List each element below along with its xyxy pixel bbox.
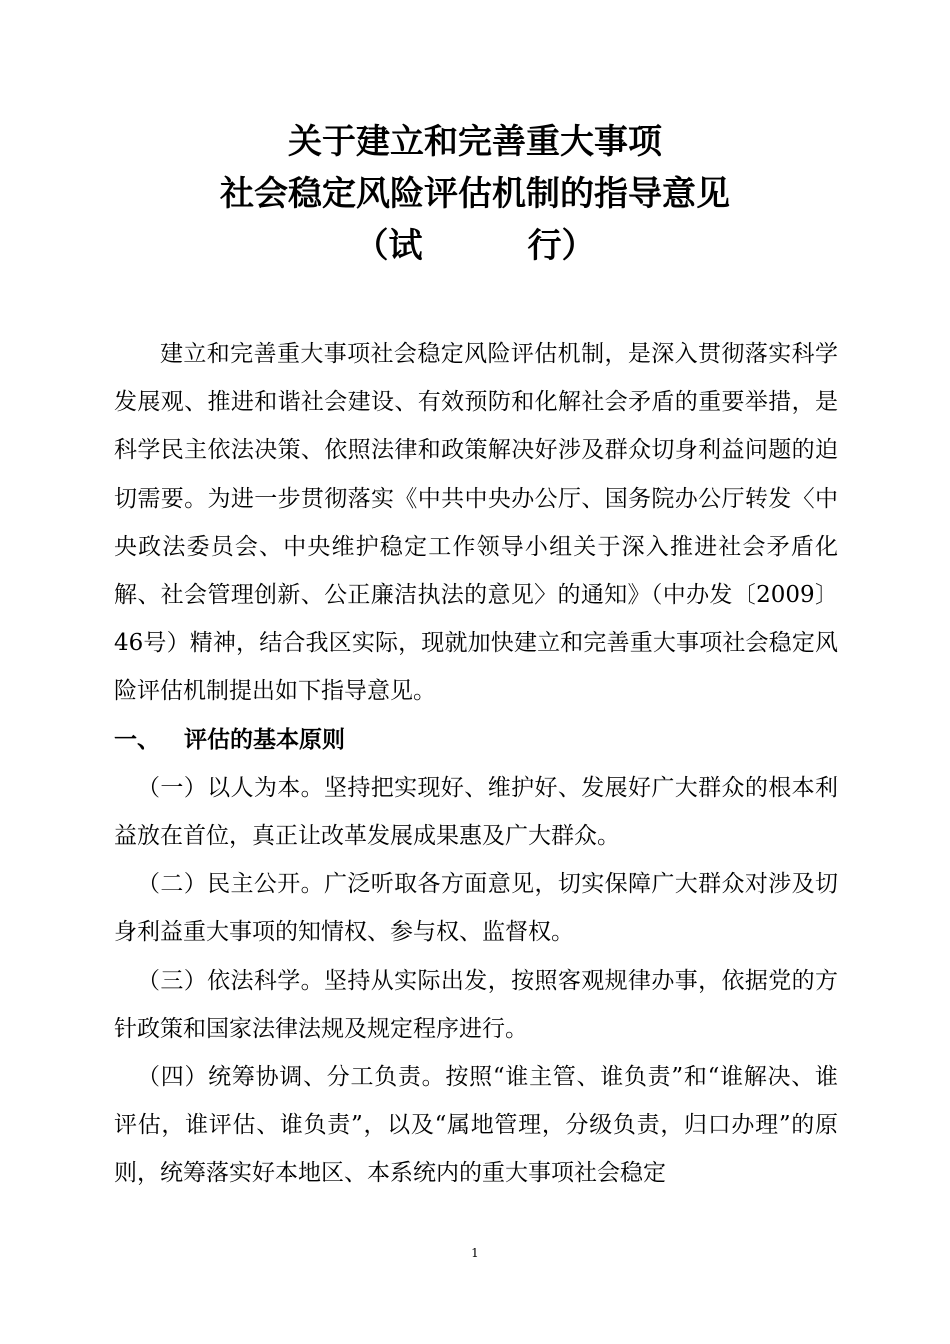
principle-paragraph-4: （四）统筹协调、分工负责。按照“谁主管、谁负责”和“谁解决、谁评估，谁评估、谁负责”，以及“属地管理，分级负责，归口办理”的原则，统筹落实好本地区、本系统内的重大事项社会稳定 [114, 1064, 838, 1187]
title-trial-left: （试 [354, 226, 423, 266]
title-line-3 [0, 226, 950, 278]
document-title [0, 122, 950, 278]
section-heading-1 [114, 716, 838, 764]
section-number: 一、 [114, 726, 160, 753]
title-trial-right: 行） [527, 226, 596, 266]
section-title: 评估的基本原则 [184, 726, 345, 753]
title-gap [423, 226, 528, 278]
title-line-2: 社会稳定风险评估机制的指导意见 [220, 174, 730, 214]
intro-paragraph: 建立和完善重大事项社会稳定风险评估机制，是深入贯彻落实科学发展观、推进和谐社会建设、有效预防和化解社会矛盾的重要举措，是科学民主依法决策、依照法律和政策解决好涉及群众切身利益问题的迫切需要。为进一步贯彻落实《中共中央办公厅、国务院办公厅转发〈中央政法委员会、中央维护稳定工作领导小组关于深入推进社会矛盾化解、社会管理创新、公正廉洁执法的意见〉的通知》（中办发〔2009〕46号）精神，结合我区实际，现就加快建立和完善重大事项社会稳定风险评估机制提出如下指导意见。 [114, 341, 838, 705]
title-line-1: 关于建立和完善重大事项 [288, 122, 662, 162]
principle-paragraph-2: （二）民主公开。广泛听取各方面意见，切实保障广大群众对涉及切身利益重大事项的知情权、参与权、监督权。 [114, 871, 838, 946]
page-number: 1 [471, 1246, 479, 1260]
principle-paragraph-3: （三）依法科学。坚持从实际出发，按照客观规律办事，依据党的方针政策和国家法律法规及规定程序进行。 [114, 967, 838, 1042]
document-body [114, 330, 838, 1198]
principle-paragraph-1: （一）以人为本。坚持把实现好、维护好、发展好广大群众的根本利益放在首位，真正让改革发展成果惠及广大群众。 [114, 774, 838, 850]
